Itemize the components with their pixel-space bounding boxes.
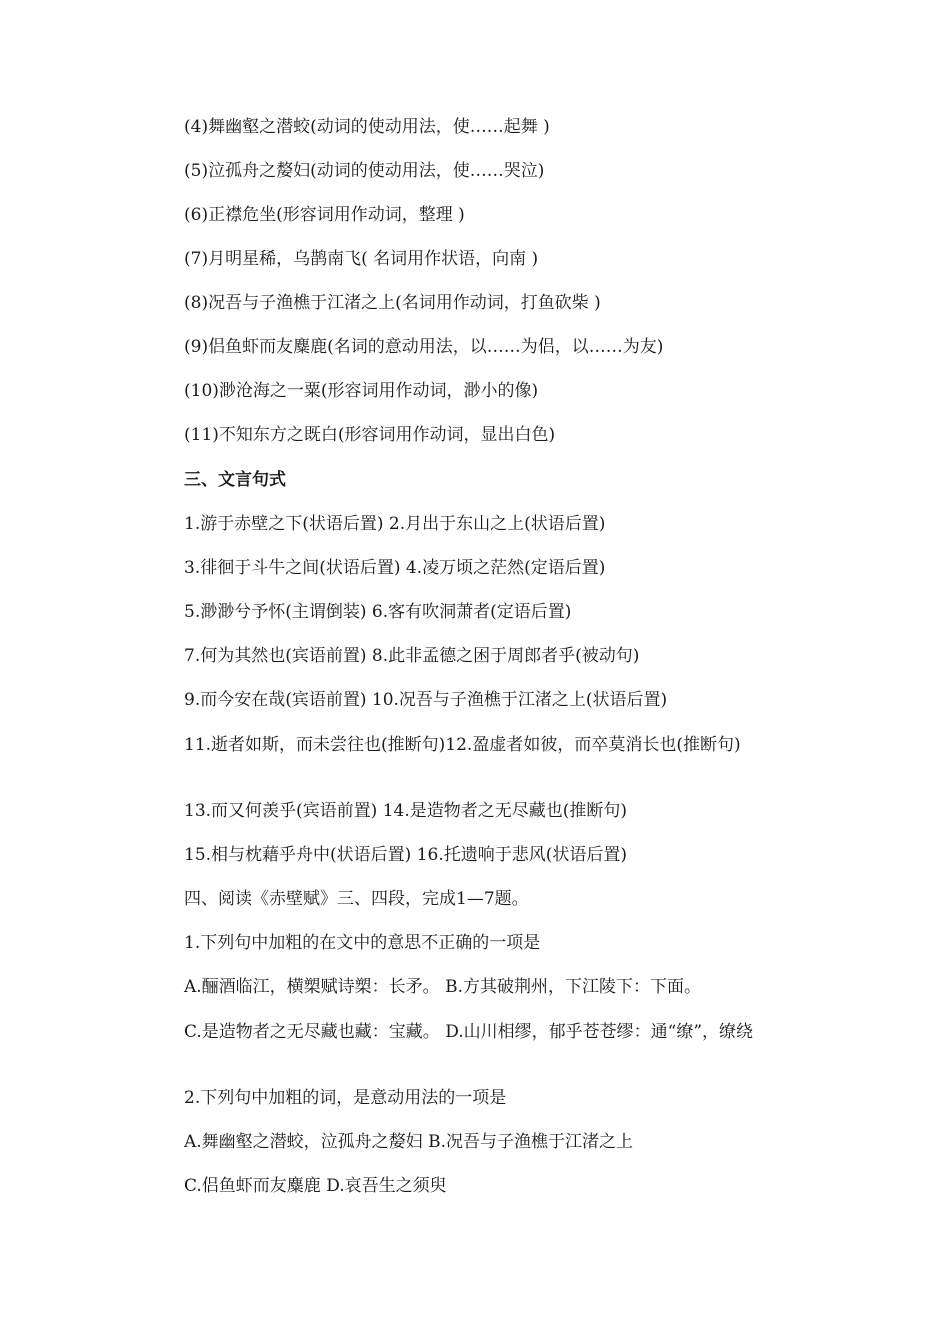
question-1-stem: 1.下列句中加粗的在文中的意思不正确的一项是 <box>184 933 541 953</box>
section2-item-10: (10)渺沧海之一粟(形容词用作动词，渺小的像) <box>184 381 539 401</box>
section2-item-6: (6)正襟危坐(形容词用作动词，整理 ) <box>184 205 465 225</box>
question-1-options-cd: C.是造物者之无尽藏也藏：宝藏。 D.山川相缪，郁乎苍苍缪：通“缭”，缭绕 <box>184 1022 754 1042</box>
section2-item-5: (5)泣孤舟之嫠妇(动词的使动用法，使……哭泣) <box>184 161 545 181</box>
question-2-options-cd: C.侣鱼虾而友麋鹿 D.哀吾生之须臾 <box>184 1176 447 1196</box>
section3-line-6: 11.逝者如斯，而未尝往也(推断句)12.盈虚者如彼，而卒莫消长也(推断句) <box>184 735 741 755</box>
section2-item-8: (8)况吾与子渔樵于江渚之上(名词用作动词，打鱼砍柴 ) <box>184 293 601 313</box>
section3-line-5: 9.而今安在哉(宾语前置) 10.况吾与子渔樵于江渚之上(状语后置) <box>184 690 668 710</box>
section3-heading: 三、文言句式 <box>184 470 286 490</box>
section3-line-4: 7.何为其然也(宾语前置) 8.此非孟德之困于周郎者乎(被动句) <box>184 646 640 666</box>
section2-item-11: (11)不知东方之既白(形容词用作动词，显出白色) <box>184 425 556 445</box>
section2-item-9: (9)侣鱼虾而友麋鹿(名词的意动用法，以……为侣，以……为友) <box>184 337 664 357</box>
section3-line-8: 15.相与枕藉乎舟中(状语后置) 16.托遗响于悲风(状语后置) <box>184 845 628 865</box>
section4-heading: 四、阅读《赤壁赋》三、四段，完成1—7题。 <box>184 889 529 909</box>
question-2-stem: 2.下列句中加粗的词，是意动用法的一项是 <box>184 1088 507 1108</box>
section2-item-7: (7)月明星稀，乌鹊南飞( 名词用作状语，向南 ) <box>184 249 539 269</box>
section3-line-2: 3.徘徊于斗牛之间(状语后置) 4.凌万顷之茫然(定语后置) <box>184 558 606 578</box>
section3-line-1: 1.游于赤壁之下(状语后置) 2.月出于东山之上(状语后置) <box>184 514 606 534</box>
section2-item-4: (4)舞幽壑之潜蛟(动词的使动用法，使……起舞 ) <box>184 117 550 137</box>
section3-line-3: 5.渺渺兮予怀(主谓倒装) 6.客有吹洞萧者(定语后置) <box>184 602 572 622</box>
question-2-options-ab: A.舞幽壑之潜蛟，泣孤舟之嫠妇 B.况吾与子渔樵于江渚之上 <box>184 1132 633 1152</box>
question-1-options-ab: A.酾酒临江，横槊赋诗槊：长矛。 B.方其破荆州，下江陵下：下面。 <box>184 977 701 997</box>
section3-line-7: 13.而又何羡乎(宾语前置) 14.是造物者之无尽藏也(推断句) <box>184 801 628 821</box>
